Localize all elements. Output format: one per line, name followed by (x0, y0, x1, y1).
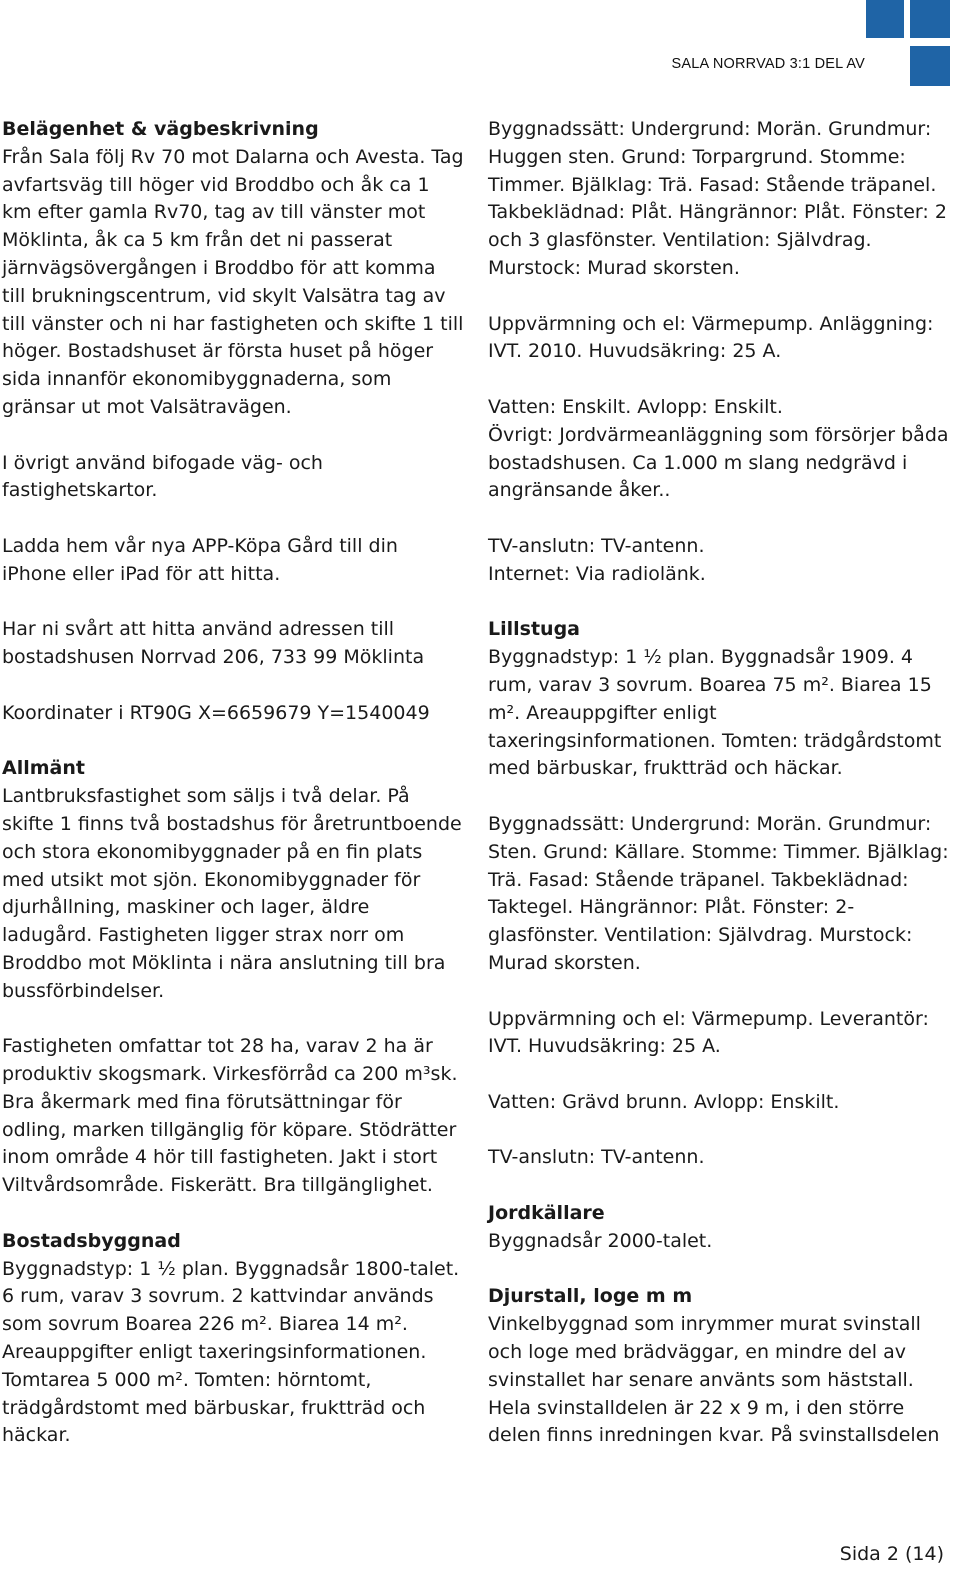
logo-square-2 (910, 0, 950, 38)
paragraph: TV-anslutn: TV-antenn. (488, 534, 705, 557)
paragraph-block (488, 533, 950, 589)
section-djurstall (488, 1283, 950, 1450)
paragraph: Byggnadstyp: 1 ½ plan. Byggnadsår 1800-talet. 6 rum, varav 3 sovrum. 2 kattvindar används som sovrum Boarea 226 m². Biarea 14 m². Areauppgifter enligt taxeringsinformationen. Tomtarea 5 000 m². Tomten: hörntomt, trädgårdstomt med bärbuskar, fruktträd och häckar. (2, 1257, 460, 1447)
paragraph: Har ni svårt att hitta använd adressen till bostadshusen Norrvad 206, 733 99 Möklinta (2, 618, 425, 669)
paragraph-block (2, 1033, 464, 1200)
section-heading: Bostadsbyggnad (2, 1229, 181, 1252)
paragraph-block (488, 394, 950, 505)
paragraph: Byggnadsår 2000-talet. (488, 1229, 713, 1252)
paragraph: TV-anslutn: TV-antenn. (488, 1146, 705, 1169)
paragraph: Fastigheten omfattar tot 28 ha, varav 2 ha är produktiv skogsmark. Virkesförråd ca 200 m³sk. Bra åkermark med fina förutsättningar för odling, marken tillgänglig för köpare. Stödrätter inom område 4 hör till fastigheten. Jakt i stort Viltvårdsområde. Fiskerätt. Bra tillgänglighet. (2, 1035, 458, 1197)
section-allmant (2, 755, 464, 1005)
paragraph-block (488, 1089, 950, 1117)
section-heading: Allmänt (2, 757, 85, 780)
paragraph-block (488, 1144, 950, 1172)
document-header-title: SALA NORRVAD 3:1 DEL AV (671, 56, 865, 72)
paragraph: Vinkelbyggnad som inrymmer murat svinstall och loge med brädväggar, en mindre del av svinstallet har senare använts som häststall. Hela svinstalldelen är 22 x 9 m, i den större delen finns inredningen kvar. På svinstallsdelen (488, 1313, 940, 1447)
logo-square-1 (866, 0, 904, 38)
paragraph: Koordinater i RT90G X=6659679 Y=1540049 (2, 701, 430, 724)
paragraph-block (488, 116, 950, 283)
paragraph: Vatten: Grävd brunn. Avlopp: Enskilt. (488, 1090, 840, 1113)
logo-square-3 (910, 46, 950, 86)
paragraph: Lantbruksfastighet som säljs i två delar. På skifte 1 finns två bostadshus för åretruntboende och stora ekonomibyggnader på en fin plats med utsikt mot sjön. Ekonomibyggnader för djurhållning, maskiner och lager, äldre ladugård. Fastigheten ligger strax norr om Broddbo mot Möklinta i nära anslutning till bra bussförbindelser. (2, 785, 462, 1002)
page-number: Sida 2 (14) (839, 1543, 944, 1565)
left-column (2, 116, 464, 1478)
paragraph: Byggnadstyp: 1 ½ plan. Byggnadsår 1909. 4 rum, varav 3 sovrum. Boarea 75 m². Biarea 15 m². Areauppgifter enligt taxeringsinformationen. Tomten: trädgårdstomt med bärbuskar, fruktträd och häckar. (488, 646, 942, 780)
section-heading: Belägenhet & vägbeskrivning (2, 118, 319, 140)
paragraph: Från Sala följ Rv 70 mot Dalarna och Avesta. Tag avfartsväg till höger vid Broddbo och åk ca 1 km efter gamla Rv70, tag av till vänster mot Möklinta, åk ca 5 km från det ni passerat järnvägsövergången i Broddbo för att komma till brukningscentrum, vid skylt Valsätra tag av till vänster och ni har fastigheten och skifte 1 till höger. Bostadshuset är första huset på höger sida innanför ekonomibyggnaderna, som gränsar ut mot Valsätravägen. (2, 145, 464, 418)
paragraph: Byggnadssätt: Undergrund: Morän. Grundmur: Sten. Grund: Källare. Stomme: Timmer. Bjälklag: Trä. Fasad: Stående träpanel. Takbeklädnad: Taktegel. Hängrännor: Plåt. Fönster: 2-glasfönster. Ventilation: Självdrag. Murstock: Murad skorsten. (488, 812, 949, 974)
paragraph: Uppvärmning och el: Värmepump. Leverantör: IVT. Huvudsäkring: 25 A. (488, 1007, 929, 1058)
paragraph: Övrigt: Jordvärmeanläggning som försörjer båda bostadshusen. Ca 1.000 m slang nedgrävd i angränsande åker.. (488, 423, 949, 502)
paragraph-block (2, 450, 464, 506)
paragraph: Ladda hem vår nya APP-Köpa Gård till din iPhone eller iPad för att hitta. (2, 534, 398, 585)
paragraph: I övrigt använd bifogade väg- och fastighetskartor. (2, 451, 323, 502)
right-column (488, 116, 950, 1478)
paragraph-block (2, 700, 464, 728)
paragraph: Vatten: Enskilt. Avlopp: Enskilt. (488, 395, 783, 418)
paragraph: Byggnadssätt: Undergrund: Morän. Grundmur: Huggen sten. Grund: Torpargrund. Stomme: Timmer. Bjälklag: Trä. Fasad: Stående träpanel. Takbeklädnad: Plåt. Hängrännor: Plåt. Fönster: 2 och 3 glasfönster. Ventilation: Självdrag. Murstock: Murad skorsten. (488, 118, 947, 279)
paragraph-block (488, 1006, 950, 1062)
section-lillstuga (488, 616, 950, 783)
paragraph: Uppvärmning och el: Värmepump. Anläggning: IVT. 2010. Huvudsäkring: 25 A. (488, 312, 934, 363)
paragraph-block (488, 811, 950, 978)
company-logo (864, 0, 954, 90)
paragraph-block (2, 533, 464, 589)
section-heading: Lillstuga (488, 618, 580, 641)
paragraph: Internet: Via radiolänk. (488, 562, 706, 585)
section-belagenhet (2, 116, 464, 422)
paragraph-block (2, 616, 464, 672)
section-jordkallare (488, 1200, 950, 1256)
section-heading: Djurstall, loge m m (488, 1285, 693, 1308)
section-heading: Jordkällare (488, 1202, 605, 1225)
paragraph-block (488, 311, 950, 367)
section-bostadsbyggnad (2, 1228, 464, 1450)
